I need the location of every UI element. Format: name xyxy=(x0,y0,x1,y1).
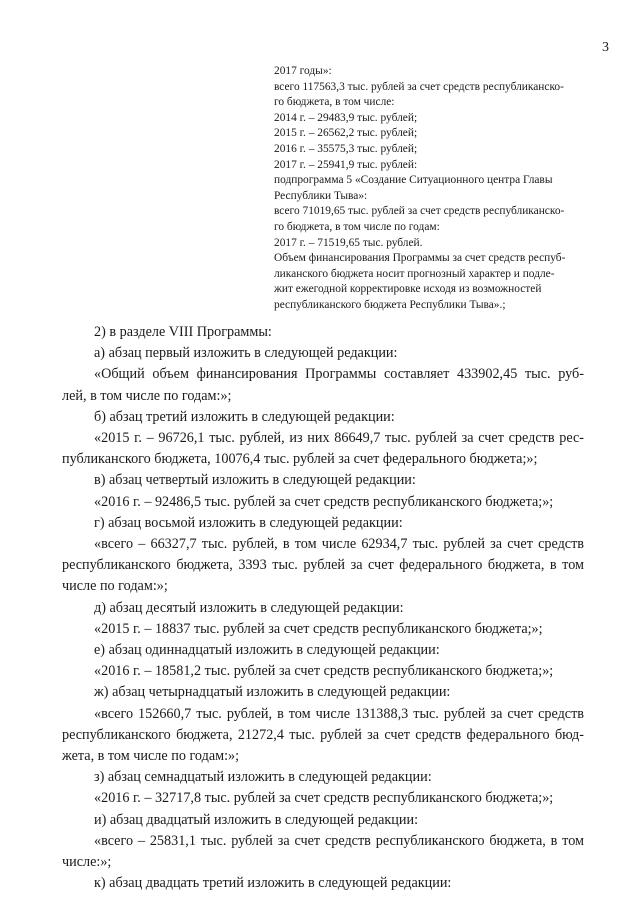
amendment-text: числе:»; xyxy=(62,854,112,871)
block-line: 2015 г. – 26562,2 тыс. рублей; xyxy=(274,127,418,140)
quoted-passport-block xyxy=(274,64,614,314)
amendment-instruction: ж) абзац четырнадцатый изложить в следующей редакции: xyxy=(94,684,451,701)
amendment-text: республиканского бюджета, 21272,4 тыс. рублей за счет средств федерального бюд- xyxy=(62,726,584,743)
block-line: 2017 г. – 25941,9 тыс. рублей: xyxy=(274,158,418,171)
amendment-text: «2016 г. – 18581,2 тыс. рублей за счет средств республиканского бюджета;»; xyxy=(94,663,554,680)
block-line: Республики Тыва»: xyxy=(274,189,368,202)
amendment-instruction: д) абзац десятый изложить в следующей редакции: xyxy=(94,599,404,616)
block-line: Объем финансирования Программы за счет средств респуб- xyxy=(274,252,566,265)
amendment-instruction: в) абзац четвертый изложить в следующей редакции: xyxy=(94,472,416,489)
amendment-text: публиканского бюджета, 10076,4 тыс. рублей за счет федерального бюджета;»; xyxy=(62,451,538,468)
amendment-instruction: е) абзац одиннадцатый изложить в следующей редакции: xyxy=(94,642,440,659)
block-line: жит ежегодной корректировке исходя из возможностей xyxy=(274,283,542,296)
amendment-text: жета, в том числе по годам:»; xyxy=(62,748,240,765)
amendment-text: «2016 г. – 32717,8 тыс. рублей за счет средств республиканского бюджета;»; xyxy=(94,790,554,807)
block-line: всего 117563,3 тыс. рублей за счет средств республиканско- xyxy=(274,80,564,93)
document-body xyxy=(62,322,584,894)
amendment-text: «всего – 25831,1 тыс. рублей за счет средств республиканского бюджета, в том xyxy=(94,832,584,849)
page-number: 3 xyxy=(602,40,609,55)
amendment-instruction: з) абзац семнадцатый изложить в следующей редакции: xyxy=(94,769,432,786)
amendment-text: лей, в том числе по годам:»; xyxy=(62,387,232,404)
amendment-text: «2016 г. – 92486,5 тыс. рублей за счет средств республиканского бюджета;»; xyxy=(94,493,554,510)
block-line: го бюджета, в том числе по годам: xyxy=(274,220,440,233)
block-line: всего 71019,65 тыс. рублей за счет средств республиканско- xyxy=(274,205,565,218)
block-line: 2016 г. – 35575,3 тыс. рублей; xyxy=(274,142,418,155)
amendment-instruction: к) абзац двадцать третий изложить в следующей редакции: xyxy=(94,875,452,892)
amendment-text: «2015 г. – 18837 тыс. рублей за счет средств республиканского бюджета;»; xyxy=(94,620,543,637)
amendment-text: числе по годам:»; xyxy=(62,578,168,595)
block-line: республиканского бюджета Республики Тыва».; xyxy=(274,298,506,311)
block-line: 2017 годы»: xyxy=(274,65,332,77)
amendment-instruction: и) абзац двадцатый изложить в следующей редакции: xyxy=(94,811,419,828)
amendment-text: «2015 г. – 96726,1 тыс. рублей, из них 86649,7 тыс. рублей за счет средств рес- xyxy=(94,430,584,447)
amendment-text: «всего – 66327,7 тыс. рублей, в том числе 62934,7 тыс. рублей за счет средств xyxy=(94,536,584,553)
amendment-text: «Общий объем финансирования Программы составляет 433902,45 тыс. руб- xyxy=(94,366,584,383)
block-line: го бюджета, в том числе: xyxy=(274,96,395,109)
amendment-instruction: а) абзац первый изложить в следующей редакции: xyxy=(94,345,398,362)
amendment-text: «всего 152660,7 тыс. рублей, в том числе 131388,3 тыс. рублей за счет средств xyxy=(94,705,584,722)
amendment-text: республиканского бюджета, 3393 тыс. рублей за счет федерального бюджета, в том xyxy=(62,557,584,574)
block-line: ликанского бюджета носит прогнозный характер и подле- xyxy=(274,267,555,280)
block-line: подпрограмма 5 «Создание Ситуационного центра Главы xyxy=(274,174,553,187)
block-line: 2014 г. – 29483,9 тыс. рублей; xyxy=(274,111,418,124)
amendment-instruction: г) абзац восьмой изложить в следующей редакции: xyxy=(94,514,403,531)
section-heading: 2) в разделе VIII Программы: xyxy=(94,324,272,340)
block-line: 2017 г. – 71519,65 тыс. рублей. xyxy=(274,236,423,249)
amendment-instruction: б) абзац третий изложить в следующей редакции: xyxy=(94,408,395,425)
